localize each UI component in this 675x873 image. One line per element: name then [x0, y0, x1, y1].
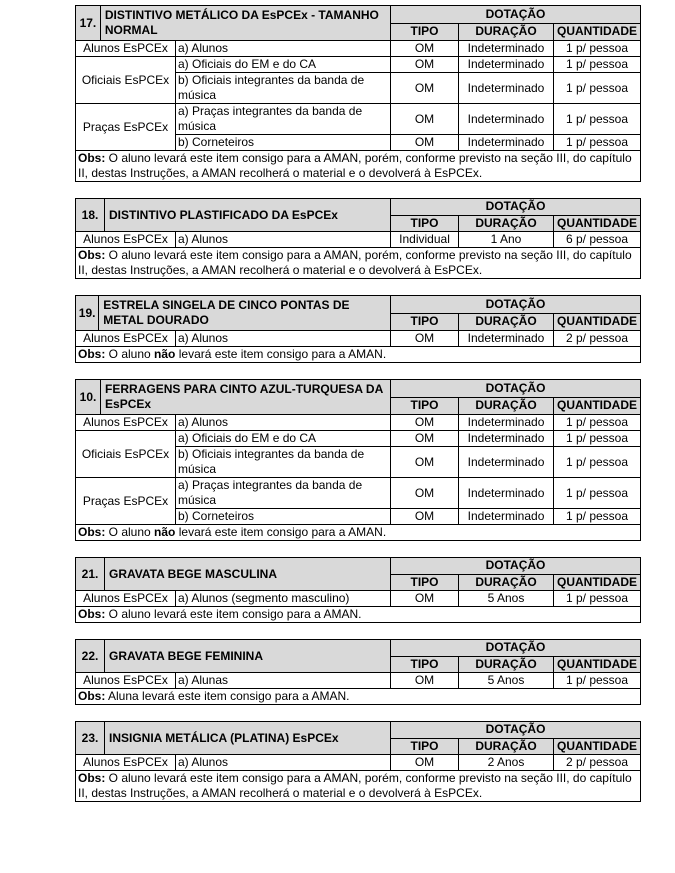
obs-label: Obs:	[78, 151, 106, 165]
item-header-row	[76, 6, 641, 24]
group-name: Praças EsPCEx	[76, 478, 176, 525]
item-title	[76, 722, 391, 755]
table-row	[76, 232, 641, 248]
item-number: 22.	[76, 640, 105, 672]
quantidade-header: QUANTIDADE	[554, 215, 641, 232]
row-quantidade: 1 p/ pessoa	[554, 73, 641, 104]
tipo-header: TIPO	[391, 656, 459, 673]
item-title-text: DISTINTIVO PLASTIFICADO DA EsPCEx	[109, 207, 338, 222]
row-tipo: OM	[391, 415, 459, 431]
item-table	[75, 5, 641, 182]
row-quantidade: 1 p/ pessoa	[554, 41, 641, 57]
group-name: Alunos EsPCEx	[76, 755, 176, 771]
row-description: a) Alunos	[176, 755, 391, 771]
row-quantidade: 1 p/ pessoa	[554, 104, 641, 135]
row-duracao: Indeterminado	[459, 431, 554, 447]
row-quantidade: 1 p/ pessoa	[554, 447, 641, 478]
item-header-row	[76, 199, 641, 216]
item-number: 18.	[76, 199, 105, 231]
row-duracao: Indeterminado	[459, 331, 554, 347]
group-name: Alunos EsPCEx	[76, 41, 176, 57]
item-table	[75, 379, 641, 541]
obs-note	[76, 771, 641, 802]
item-title	[76, 558, 391, 591]
table-row	[76, 104, 641, 135]
item-title-text: GRAVATA BEGE MASCULINA	[109, 566, 277, 581]
row-duracao: Indeterminado	[459, 509, 554, 525]
group-name: Alunos EsPCEx	[76, 415, 176, 431]
table-row	[76, 415, 641, 431]
obs-text: O aluno	[105, 525, 155, 539]
group-name: Oficiais EsPCEx	[76, 431, 176, 478]
table-row	[76, 755, 641, 771]
item-header-row	[76, 640, 641, 657]
obs-row	[76, 151, 641, 182]
obs-text: O aluno levará este item consigo para a AMAN, porém, conforme previsto na seção III, do capítulo II, destas Instruções, a AMAN recolherá o material e o devolverá à EsPCEx.	[78, 151, 632, 180]
row-description: a) Alunos	[176, 41, 391, 57]
item-title-text: GRAVATA BEGE FEMININA	[109, 648, 263, 663]
dotacao-header: DOTAÇÃO	[391, 640, 641, 657]
row-tipo: OM	[391, 135, 459, 151]
tipo-header: TIPO	[391, 215, 459, 232]
row-description: a) Alunas	[176, 673, 391, 689]
obs-text: levará este item consigo para a AMAN.	[175, 347, 387, 361]
item-table	[75, 721, 641, 802]
item-header-row	[76, 558, 641, 575]
row-tipo: OM	[391, 431, 459, 447]
quantidade-header: QUANTIDADE	[554, 574, 641, 591]
row-description: b) Oficiais integrantes da banda de música	[176, 447, 391, 478]
row-tipo: OM	[391, 673, 459, 689]
item-title	[76, 6, 391, 41]
obs-row	[76, 248, 641, 279]
obs-label: Obs:	[78, 607, 106, 621]
row-duracao: Indeterminado	[459, 73, 554, 104]
duracao-header: DURAÇÃO	[459, 656, 554, 673]
obs-note	[76, 607, 641, 623]
row-quantidade: 1 p/ pessoa	[554, 57, 641, 73]
dotacao-header: DOTAÇÃO	[391, 296, 641, 314]
row-quantidade: 1 p/ pessoa	[554, 431, 641, 447]
item-header-row	[76, 296, 641, 314]
tipo-header: TIPO	[391, 574, 459, 591]
obs-text: O aluno levará este item consigo para a AMAN, porém, conforme previsto na seção III, do capítulo II, destas Instruções, a AMAN recolherá o material e o devolverá à EsPCEx.	[78, 771, 632, 800]
obs-label: Obs:	[78, 689, 106, 703]
obs-text: O aluno levará este item consigo para a AMAN.	[105, 607, 362, 621]
obs-text: O aluno levará este item consigo para a AMAN, porém, conforme previsto na seção III, do capítulo II, destas Instruções, a AMAN recolherá o material e o devolverá à EsPCEx.	[78, 248, 632, 277]
item-table	[75, 295, 641, 363]
row-quantidade: 2 p/ pessoa	[554, 331, 641, 347]
item-header-row	[76, 380, 641, 398]
row-tipo: OM	[391, 331, 459, 347]
quantidade-header: QUANTIDADE	[554, 738, 641, 755]
group-name: Praças EsPCEx	[76, 104, 176, 151]
item-header-row	[76, 722, 641, 739]
table-row	[76, 41, 641, 57]
obs-label: Obs:	[78, 248, 106, 262]
row-description: a) Alunos	[176, 331, 391, 347]
duracao-header: DURAÇÃO	[459, 23, 554, 41]
table-row	[76, 431, 641, 447]
row-tipo: OM	[391, 478, 459, 509]
row-duracao: Indeterminado	[459, 135, 554, 151]
dotacao-header: DOTAÇÃO	[391, 380, 641, 398]
row-tipo: OM	[391, 57, 459, 73]
table-row	[76, 591, 641, 607]
item-title	[76, 296, 391, 331]
group-name: Alunos EsPCEx	[76, 232, 176, 248]
dotacao-header: DOTAÇÃO	[391, 199, 641, 216]
item-number: 10.	[76, 380, 101, 414]
row-description: a) Praças integrantes da banda de música	[176, 104, 391, 135]
row-description: a) Alunos	[176, 232, 391, 248]
quantidade-header: QUANTIDADE	[554, 313, 641, 331]
obs-row	[76, 525, 641, 541]
row-duracao: 5 Anos	[459, 673, 554, 689]
row-quantidade: 1 p/ pessoa	[554, 509, 641, 525]
duracao-header: DURAÇÃO	[459, 574, 554, 591]
dotacao-header: DOTAÇÃO	[391, 722, 641, 739]
obs-note	[76, 525, 641, 541]
row-duracao: Indeterminado	[459, 447, 554, 478]
row-duracao: 1 Ano	[459, 232, 554, 248]
obs-text: Aluna levará este item consigo para a AMAN.	[105, 689, 350, 703]
group-name: Oficiais EsPCEx	[76, 57, 176, 104]
obs-text: O aluno	[105, 347, 155, 361]
row-duracao: Indeterminado	[459, 478, 554, 509]
row-description: a) Praças integrantes da banda de música	[176, 478, 391, 509]
item-number: 19.	[76, 296, 99, 330]
dotacao-header: DOTAÇÃO	[391, 6, 641, 24]
item-table	[75, 198, 641, 279]
row-description: a) Alunos (segmento masculino)	[176, 591, 391, 607]
duracao-header: DURAÇÃO	[459, 215, 554, 232]
tipo-header: TIPO	[391, 313, 459, 331]
duracao-header: DURAÇÃO	[459, 313, 554, 331]
obs-row	[76, 607, 641, 623]
row-duracao: Indeterminado	[459, 415, 554, 431]
row-duracao: 5 Anos	[459, 591, 554, 607]
item-number: 23.	[76, 722, 105, 754]
item-number: 17.	[76, 6, 101, 40]
obs-text: levará este item consigo para a AMAN.	[175, 525, 387, 539]
item-title	[76, 199, 391, 232]
row-tipo: OM	[391, 755, 459, 771]
row-duracao: Indeterminado	[459, 57, 554, 73]
tipo-header: TIPO	[391, 397, 459, 415]
row-quantidade: 2 p/ pessoa	[554, 755, 641, 771]
group-name: Alunos EsPCEx	[76, 673, 176, 689]
item-title-text: FERRAGENS PARA CINTO AZUL-TURQUESA DA EsPCEx	[105, 382, 383, 411]
item-title	[76, 380, 391, 415]
row-tipo: OM	[391, 509, 459, 525]
item-title	[76, 640, 391, 673]
row-duracao: Indeterminado	[459, 104, 554, 135]
item-title-text: ESTRELA SINGELA DE CINCO PONTAS DE METAL DOURADO	[103, 298, 350, 327]
row-quantidade: 6 p/ pessoa	[554, 232, 641, 248]
table-row	[76, 331, 641, 347]
row-tipo: Individual	[391, 232, 459, 248]
quantidade-header: QUANTIDADE	[554, 23, 641, 41]
item-title-text: DISTINTIVO METÁLICO DA EsPCEx - TAMANHO NORMAL	[104, 8, 379, 37]
obs-label: Obs:	[78, 771, 106, 785]
obs-note	[76, 689, 641, 705]
row-description: b) Corneteiros	[176, 509, 391, 525]
row-quantidade: 1 p/ pessoa	[554, 415, 641, 431]
row-description: b) Oficiais integrantes da banda de música	[176, 73, 391, 104]
row-description: a) Alunos	[176, 415, 391, 431]
obs-text: não	[154, 525, 176, 539]
tipo-header: TIPO	[391, 738, 459, 755]
obs-row	[76, 689, 641, 705]
duracao-header: DURAÇÃO	[459, 738, 554, 755]
obs-label: Obs:	[78, 347, 106, 361]
row-duracao: Indeterminado	[459, 41, 554, 57]
obs-row	[76, 347, 641, 363]
group-name: Alunos EsPCEx	[76, 591, 176, 607]
row-tipo: OM	[391, 447, 459, 478]
item-table	[75, 557, 641, 623]
obs-note	[76, 151, 641, 182]
obs-label: Obs:	[78, 525, 106, 539]
quantidade-header: QUANTIDADE	[554, 397, 641, 415]
table-row	[76, 57, 641, 73]
row-quantidade: 1 p/ pessoa	[554, 135, 641, 151]
obs-note	[76, 248, 641, 279]
row-tipo: OM	[391, 591, 459, 607]
row-tipo: OM	[391, 41, 459, 57]
item-table	[75, 639, 641, 705]
item-title-text: INSIGNIA METÁLICA (PLATINA) EsPCEx	[109, 730, 339, 745]
item-number: 21.	[76, 558, 105, 590]
row-duracao: 2 Anos	[459, 755, 554, 771]
row-description: a) Oficiais do EM e do CA	[176, 57, 391, 73]
row-tipo: OM	[391, 73, 459, 104]
table-row	[76, 673, 641, 689]
obs-text: não	[154, 347, 176, 361]
dotacao-header: DOTAÇÃO	[391, 558, 641, 575]
quantidade-header: QUANTIDADE	[554, 656, 641, 673]
table-row	[76, 478, 641, 509]
group-name: Alunos EsPCEx	[76, 331, 176, 347]
tipo-header: TIPO	[391, 23, 459, 41]
row-description: a) Oficiais do EM e do CA	[176, 431, 391, 447]
row-description: b) Corneteiros	[176, 135, 391, 151]
obs-note	[76, 347, 641, 363]
row-quantidade: 1 p/ pessoa	[554, 591, 641, 607]
obs-row	[76, 771, 641, 802]
duracao-header: DURAÇÃO	[459, 397, 554, 415]
row-quantidade: 1 p/ pessoa	[554, 478, 641, 509]
row-tipo: OM	[391, 104, 459, 135]
items-document	[75, 5, 640, 818]
row-quantidade: 1 p/ pessoa	[554, 673, 641, 689]
